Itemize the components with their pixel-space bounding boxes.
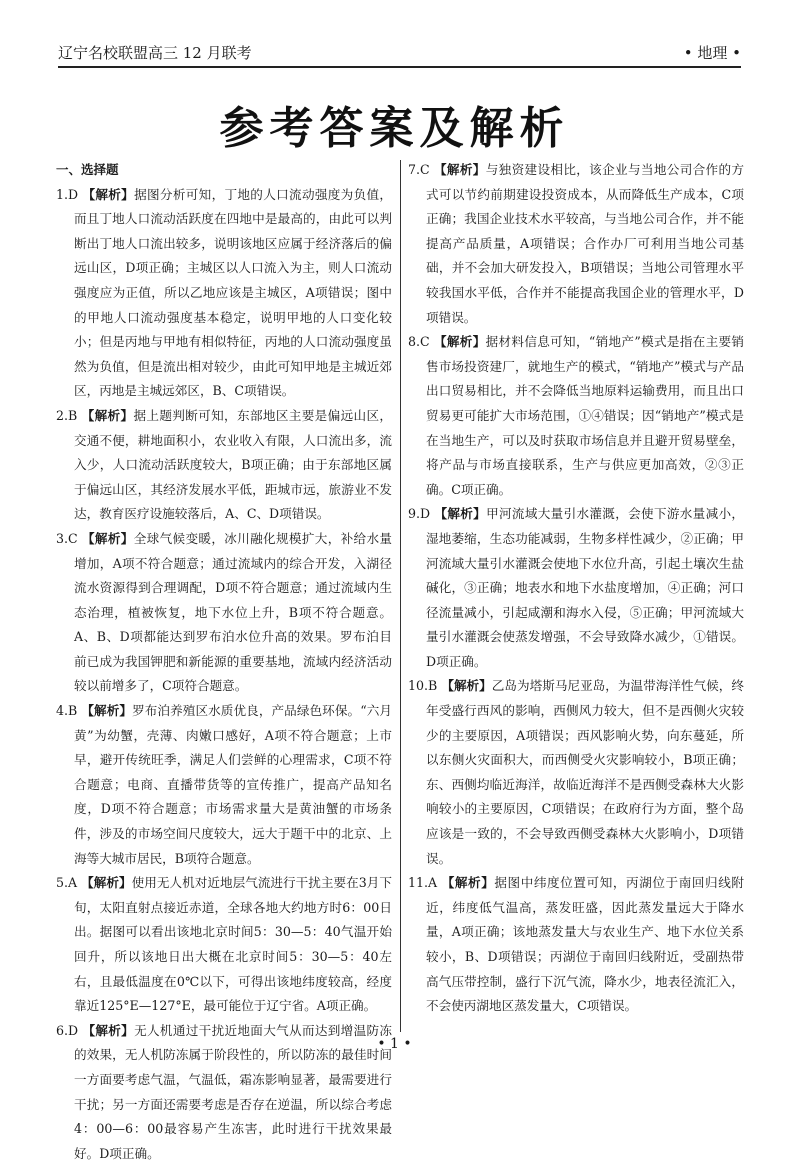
answer-item-9 xyxy=(408,502,744,674)
answer-item-2 xyxy=(56,404,392,527)
answer-text: 甲河流域大量引水灌溉，会使下游水量减小，湿地萎缩，生态功能减弱，生物多样性减少，②正确；甲河流域大量引水灌溉会使地下水位升高，引起土壤次生盐碱化，③正确；地表水和地下水盐度增加，④正确；河口径流量减小，引起咸潮和海水入侵，⑤正确；甲河流域大量引水灌溉会使蒸发增强，不会导致降水减少，①错误。D项正确。 xyxy=(426,506,745,669)
answer-item-10 xyxy=(408,674,744,871)
answer-number: 2.B xyxy=(56,407,78,423)
answer-text: 据上题判断可知，东部地区主要是偏远山区，交通不便，耕地面积小，农业收入有限，人口流出多，流入少，人口流动活跃度较大，B项正确；由于东部地区属于偏远山区，其经济发展水平低，距城市远，旅游业不发达，教育医疗设施较落后，A、C、D项错误。 xyxy=(74,407,393,522)
answer-number: 3.C xyxy=(56,530,78,546)
right-column xyxy=(408,158,744,1019)
answer-text: 全球气候变暖，冰川融化规模扩大，补给水量增加，A项不符合题意；通过流域内的综合开发，入湖径流水资源得到合理调配，D项不符合题意；通过流域内生态治理，植被恢复，地下水位上升，B项不符合题意。A、B、D项都能达到罗布泊水位升高的效果。罗布泊目前已成为我国钾肥和新能源的重要基地，流域内经济活动较以前增多了，C项符合题意。 xyxy=(74,530,393,694)
page-header xyxy=(58,40,741,68)
answer-item-11 xyxy=(408,871,744,1019)
answer-text: 乙岛为塔斯马尼亚岛，为温带海洋性气候，终年受盛行西风的影响，西侧风力较大，但不是西侧火灾较少的主要原因，A项错误；西风影响火势，向东蔓延，所以东侧火灾面积大，而西侧受火灾影响较小，B项正确；东、西侧均临近海洋，故临近海洋不是西侧受森林大火影响较小的主要原因，C项错误；在政府行为方面，整个岛应该是一致的，不会导致西侧受森林大火影响小，D项错误。 xyxy=(426,678,745,866)
analysis-tag: 【解析】 xyxy=(81,703,133,719)
answer-item-8 xyxy=(408,330,744,502)
answer-text: 使用无人机对近地层气流进行干扰主要在3月下旬，太阳直射点接近赤道，全球各地大约地方时6：00日出。据图可以看出该地北京时间5：30—5：40气温开始回升，所以该地日出大概在北京时间5：30—5：40左右，且最低温度在0℃以下，可得出该地纬度较高，经度靠近125°E—127°E，最可能位于辽宁省。A项正确。 xyxy=(74,875,393,1014)
analysis-tag: 【解析】 xyxy=(434,506,487,522)
section-heading: 一、选择题 xyxy=(56,162,119,177)
answer-text: 与独资建设相比，该企业与当地公司合作的方式可以节约前期建设投资成本，从而降低生产成本，C项正确；我国企业技术水平较高，与当地公司合作，并不能提高产品质量，A项错误；合作办厂可利用当地公司基础，并不会加大研发投入，B项错误；当地公司管理水平较我国水平低，合作并不能提高我国企业的管理水平，D项错误。 xyxy=(426,162,745,325)
answer-text: 无人机通过干扰近地面大气从而达到增温防冻的效果，无人机防冻属于阶段性的，所以防冻的最佳时间一方面要考虑气温，气温低，霜冻影响显著，最需要进行干扰；另一方面还需要考虑是否存在逆温，所以综合考虑4：00—6：00最容易产生冻害，此时进行干扰效果最好。D项正确。 xyxy=(74,1022,393,1161)
page-title: 参考答案及解析 xyxy=(219,103,570,154)
header-exam-name: 辽宁名校联盟高三 12 月联考 xyxy=(58,44,252,62)
answer-item-3 xyxy=(56,527,392,699)
analysis-tag: 【解析】 xyxy=(81,407,134,423)
answer-item-4 xyxy=(56,699,392,871)
analysis-tag: 【解析】 xyxy=(82,1022,135,1038)
answer-number: 11.A xyxy=(408,875,438,891)
answer-text: 罗布泊养殖区水质优良，产品绿色环保。“六月黄”为幼蟹，壳薄、肉嫩口感好，A项不符合题意；上市早，避开传统旺季，满足人们尝鲜的心理需求，C项不符合题意；电商、直播带货等的宣传推广，提高产品知名度，D项不符合题意；市场需求量大是黄油蟹的市场条件，涉及的市场空间尺度较大，远大于题干中的北京、上海等大城市居民，B项符合题意。 xyxy=(74,703,392,866)
answer-item-7 xyxy=(408,158,744,330)
answer-text: 据图中纬度位置可知，丙湖位于南回归线附近，纬度低气温高，蒸发旺盛，因此蒸发量远大于降水量，A项正确；该地蒸发量大与农业生产、地下水位关系较小，B、D项错误；丙湖位于南回归线附近，受副热带高气压带控制，盛行下沉气流，降水少，地表径流汇入，不会使丙湖地区蒸发量大，C项错误。 xyxy=(426,875,744,1014)
answer-number: 10.B xyxy=(408,678,438,694)
page-number: • 1 • xyxy=(377,1036,412,1052)
analysis-tag: 【解析】 xyxy=(433,334,486,350)
header-subject: • 地理 • xyxy=(683,44,741,62)
analysis-tag: 【解析】 xyxy=(82,186,135,202)
answer-number: 1.D xyxy=(56,186,79,202)
analysis-tag: 【解析】 xyxy=(81,875,132,891)
left-column xyxy=(56,158,392,1166)
answer-item-1 xyxy=(56,183,392,404)
answer-number: 7.C xyxy=(408,162,430,177)
answer-number: 8.C xyxy=(408,334,430,350)
answer-number: 4.B xyxy=(56,703,78,719)
analysis-tag: 【解析】 xyxy=(82,530,134,546)
analysis-tag: 【解析】 xyxy=(441,875,495,891)
answer-item-5 xyxy=(56,871,392,1019)
answer-number: 9.D xyxy=(408,506,431,522)
answer-text: 据材料信息可知，“销地产”模式是指在主要销售市场投资建厂，就地生产的模式，“销地产”模式与产品出口贸易相比，并不会降低当地原料运输费用，而且出口贸易更可能扩大市场范围，①④错误；因“销地产”模式是在当地生产，可以及时获取市场信息并且避开贸易壁垒，将产品与市场直接联系，生产与供应更加高效，②③正确。C项正确。 xyxy=(426,334,744,497)
answer-number: 6.D xyxy=(56,1022,79,1038)
answer-number: 5.A xyxy=(56,875,78,891)
analysis-tag: 【解析】 xyxy=(434,162,486,177)
analysis-tag: 【解析】 xyxy=(441,678,492,694)
answer-text: 据图分析可知，丁地的人口流动强度为负值，而且丁地人口流动活跃度在四地中是最高的，由此可以判断出丁地人口流出较多，说明该地区应属于经济落后的偏远山区，D项正确；主城区以人口流入为主，则人口流动强度应为正值，所以乙地应该是主城区，A项错误；图中的甲地人口流动强度基本稳定，说明甲地的人口变化较小；但是丙地与甲地有相似特征，丙地的人口流动强度虽然为负值，但是流出相对较少，由此可知甲地是主城近郊区，丙地是主城远郊区，B、C项错误。 xyxy=(74,186,393,399)
column-divider xyxy=(400,160,401,1032)
